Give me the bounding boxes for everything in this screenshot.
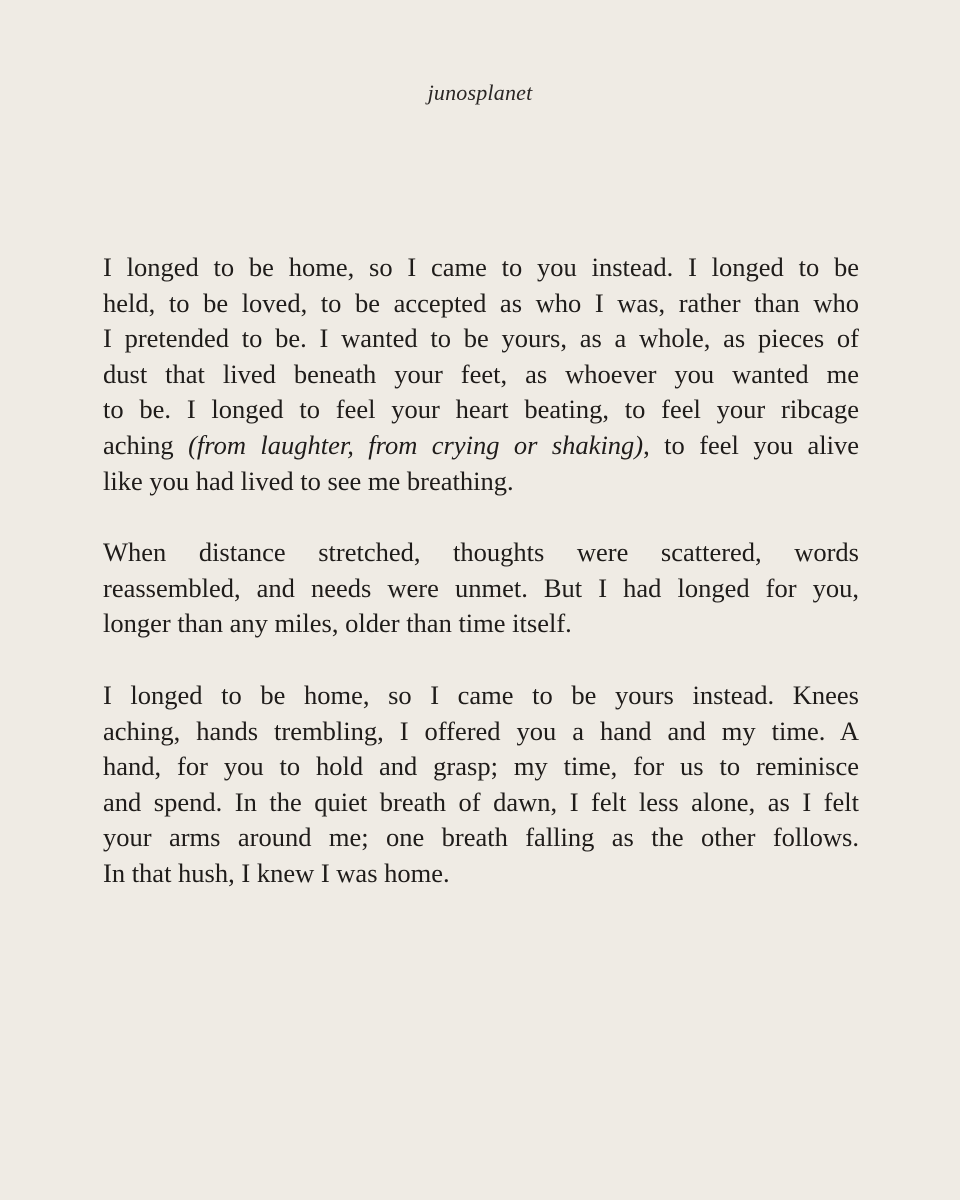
text-line: reassembled, and needs were unmet. But I had longed for you, bbox=[103, 572, 859, 603]
paragraph bbox=[103, 678, 859, 892]
text-segment: aching bbox=[103, 429, 189, 460]
text-line: held, to be loved, to be accepted as who I was, rather than who bbox=[103, 287, 859, 318]
text-line: to be. I longed to feel your heart beating, to feel your ribcage bbox=[103, 394, 859, 425]
text-segment: , to feel you alive bbox=[643, 429, 860, 460]
text-line: like you had lived to see me breathing. bbox=[103, 465, 514, 496]
text-line: your arms around me; one breath falling as the other follows. bbox=[103, 822, 859, 853]
text-line: dust that lived beneath your feet, as whoever you wanted me bbox=[103, 358, 859, 389]
text-line: I longed to be home, so I came to be yours instead. Knees bbox=[103, 679, 859, 710]
text-line: In that hush, I knew I was home. bbox=[103, 857, 450, 888]
italic-aside: (from laughter, from crying or shaking) bbox=[188, 429, 644, 460]
text-line: and spend. In the quiet breath of dawn, I felt less alone, as I felt bbox=[103, 786, 859, 817]
paragraph bbox=[103, 535, 859, 642]
text-line bbox=[103, 428, 859, 464]
text-line: longer than any miles, older than time itself. bbox=[103, 608, 572, 639]
author-handle: junosplanet bbox=[427, 80, 533, 105]
text-line: hand, for you to hold and grasp; my time, for us to reminisce bbox=[103, 751, 859, 782]
paragraph bbox=[103, 250, 859, 499]
text-line: aching, hands trembling, I offered you a hand and my time. A bbox=[103, 715, 859, 746]
text-line: I pretended to be. I wanted to be yours, as a whole, as pieces of bbox=[103, 323, 859, 354]
text-line: I longed to be home, so I came to you instead. I longed to be bbox=[103, 252, 859, 282]
poem-body bbox=[103, 250, 859, 928]
text-line: When distance stretched, thoughts were scattered, words bbox=[103, 537, 859, 568]
